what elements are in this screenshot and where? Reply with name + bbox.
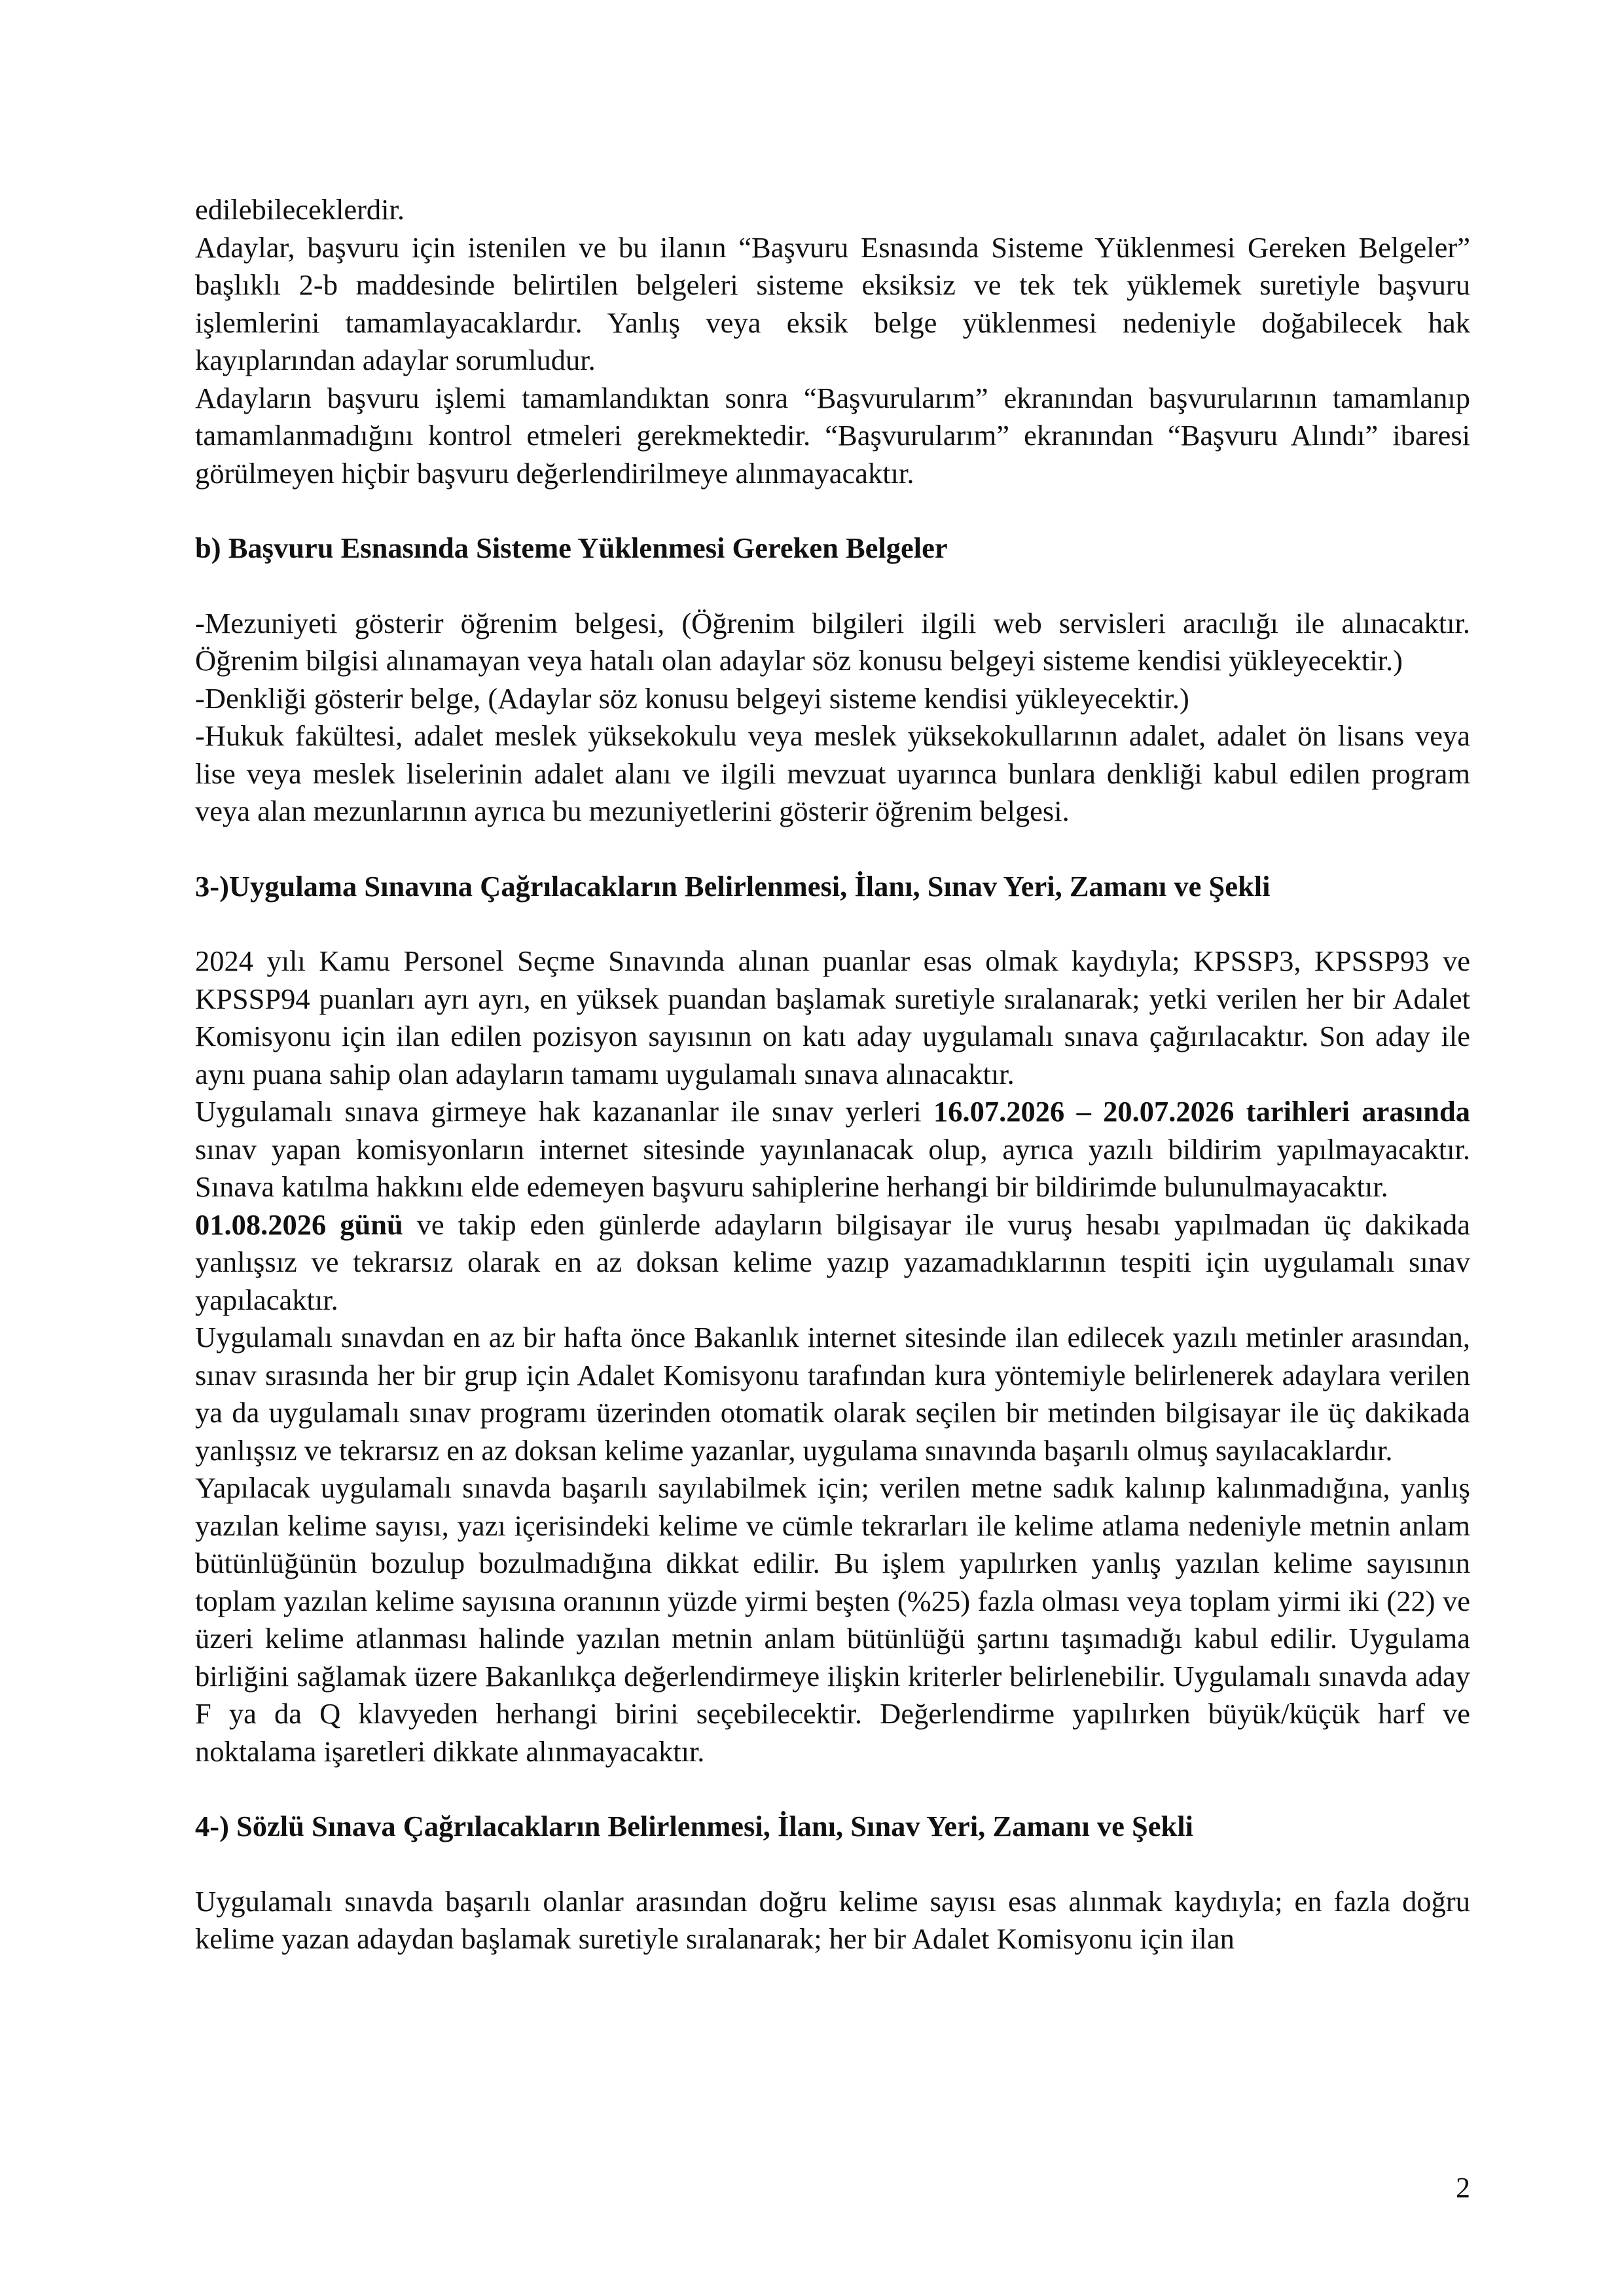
list-item-law-faculty-document: -Hukuk fakültesi, adalet meslek yüksekokulu veya meslek yüksekokullarının adalet, adalet ön lisans veya lise veya meslek liselerinin adalet alanı ve ilgili mevzuat uyarınca bunlara denkliği kabul edilen program veya alan mezunlarının ayrıca bu mezuniyetlerini gösterir öğrenim belgesi. bbox=[195, 719, 1470, 827]
paragraph-exam-date: 01.08.2026 günü ve takip eden günlerde adayların bilgisayar ile vuruş hesabı yapılmadan üç dakikada yanlışsız ve tekrarsız olarak en az doksan kelime yazıp yazamadıklarının tespiti için uygulamalı sınav yapılacaktır. bbox=[195, 1208, 1470, 1316]
paragraph-application-check: Adayların başvuru işlemi tamamlandıktan sonra “Başvurularım” ekranından başvurularının tamamlanıp tamamlanmadığını kontrol etmeleri gerekmektedir. “Başvurularım” ekranından “Başvuru Alındı” ibaresi görülmeyen hiçbir başvuru değerlendirilmeye alınmayacaktır. bbox=[195, 381, 1470, 490]
paragraph-exam-text-selection: Uygulamalı sınavdan en az bir hafta önce Bakanlık internet sitesinde ilan edilecek yazılı metinler arasından, sınav sırasında her bir grup için Adalet Komisyonu tarafından kura yöntemiyle belirlenerek adaylara verilen ya da uygulamalı sınav programı üzerinden otomatik olarak seçilen bir metinden bilgisayar ile üç dakikada yanlışsız ve tekrarsız en az doksan kelime yazanlar, uygulama sınavında başarılı olmuş sayılacaklardır. bbox=[195, 1321, 1470, 1467]
page-number: 2 bbox=[1456, 2172, 1470, 2204]
list-item-equivalence-document: -Denkliği gösterir belge, (Adaylar söz konusu belgeyi sisteme kendisi yükleyecektir.) bbox=[195, 681, 1189, 715]
spacer bbox=[195, 905, 1470, 942]
paragraph-kpss-ranking: 2024 yılı Kamu Personel Seçme Sınavında alınan puanlar esas olmak kaydıyla; KPSSP3, KPSSP93 ve KPSSP94 puanları ayrı ayrı, en yüksek puandan başlamak suretiyle sıralanarak; yetki verilen her bir Adalet Komisyonu için ilan edilen pozisyon sayısının on katı aday uygulamalı sınava çağırılacaktır. Son aday ile aynı puana sahip olan adayların tamamı uygulamalı sınava alınacaktır. bbox=[195, 944, 1470, 1090]
section-heading-4: 4-) Sözlü Sınava Çağrılacakların Belirlenmesi, İlanı, Sınav Yeri, Zamanı ve Şekli bbox=[195, 1810, 1194, 1842]
paragraph-evaluation-criteria: Yapılacak uygulamalı sınavda başarılı sayılabilmek için; verilen metne sadık kalınıp kalınmadığına, yanlış yazılan kelime sayısı, yazı içerisindeki kelime ve cümle tekrarları ile kelime atlama nedeniyle metnin anlam bütünlüğünün bozulup bozulmadığına dikkat edilir. Bu işlem yapılırken yanlış yazılan kelime sayısının toplam yazılan kelime sayısına oranının yüzde yirmi beşten (%25) fazla olması veya toplam yirmi iki (22) ve üzeri kelime atlanması halinde yazılan metnin anlam bütünlüğü şartını taşımadığı kabul edilir. Uygulama birliğini sağlamak üzere Bakanlıkça değerlendirmeye ilişkin kriterler belirlenebilir. Uygulamalı sınavda aday F ya da Q klavyeden herhangi birini seçebilecektir. Değerlendirme yapılırken büyük/küçük harf ve noktalama işaretleri dikkate alınmayacaktır. bbox=[195, 1471, 1470, 1768]
exam-start-date: 01.08.2026 günü bbox=[195, 1208, 403, 1241]
paragraph-document-upload: Adaylar, başvuru için istenilen ve bu ilanın “Başvuru Esnasında Sisteme Yüklenmesi Gereken Belgeler” başlıklı 2-b maddesinde belirtilen belgeleri sisteme eksiksiz ve tek tek yüklemek suretiyle başvuru işlemlerini tamamlayacaklardır. Yanlış veya eksik belge yüklenmesi nedeniyle doğabilecek hak kayıplarından adaylar sorumludur. bbox=[195, 230, 1470, 376]
spacer bbox=[195, 1770, 1470, 1808]
spacer bbox=[195, 1846, 1470, 1883]
spacer bbox=[195, 492, 1470, 529]
section-heading-3: 3-)Uygulama Sınavına Çağrılacakların Belirlenmesi, İlanı, Sınav Yeri, Zamanı ve Şekli bbox=[195, 869, 1271, 903]
spacer bbox=[195, 831, 1470, 868]
document-page bbox=[195, 191, 1470, 1958]
list-item-graduation-document: -Mezuniyeti gösterir öğrenim belgesi, (Öğrenim bilgileri ilgili web servisleri aracılığı ile alınacaktır. Öğrenim bilgisi alınamayan veya hatalı olan adaylar söz konusu belgeyi sisteme kendisi yükleyecektir.) bbox=[195, 606, 1470, 677]
section-heading-b: b) Başvuru Esnasında Sisteme Yüklenmesi Gereken Belgeler bbox=[195, 531, 948, 564]
paragraph-oral-exam-ranking: Uygulamalı sınavda başarılı olanlar arasından doğru kelime sayısı esas alınmak kaydıyla; en fazla doğru kelime yazan adaydan başlamak suretiyle sıralanarak; her bir Adalet Komisyonu için ilan bbox=[195, 1884, 1470, 1955]
paragraph-continuation: edilebileceklerdir. bbox=[195, 193, 405, 226]
exam-date-range: 16.07.2026 – 20.07.2026 tarihleri arasında bbox=[933, 1095, 1470, 1128]
paragraph-exam-announcement: Uygulamalı sınava girmeye hak kazananlar ile sınav yerleri 16.07.2026 – 20.07.2026 tarihleri arasında sınav yapan komisyonların internet sitesinde yayınlanacak olup, ayrıca yazılı bildirim yapılmayacaktır. Sınava katılma hakkını elde edemeyen başvuru sahiplerine herhangi bir bildirimde bulunulmayacaktır. bbox=[195, 1095, 1470, 1203]
spacer bbox=[195, 567, 1470, 605]
